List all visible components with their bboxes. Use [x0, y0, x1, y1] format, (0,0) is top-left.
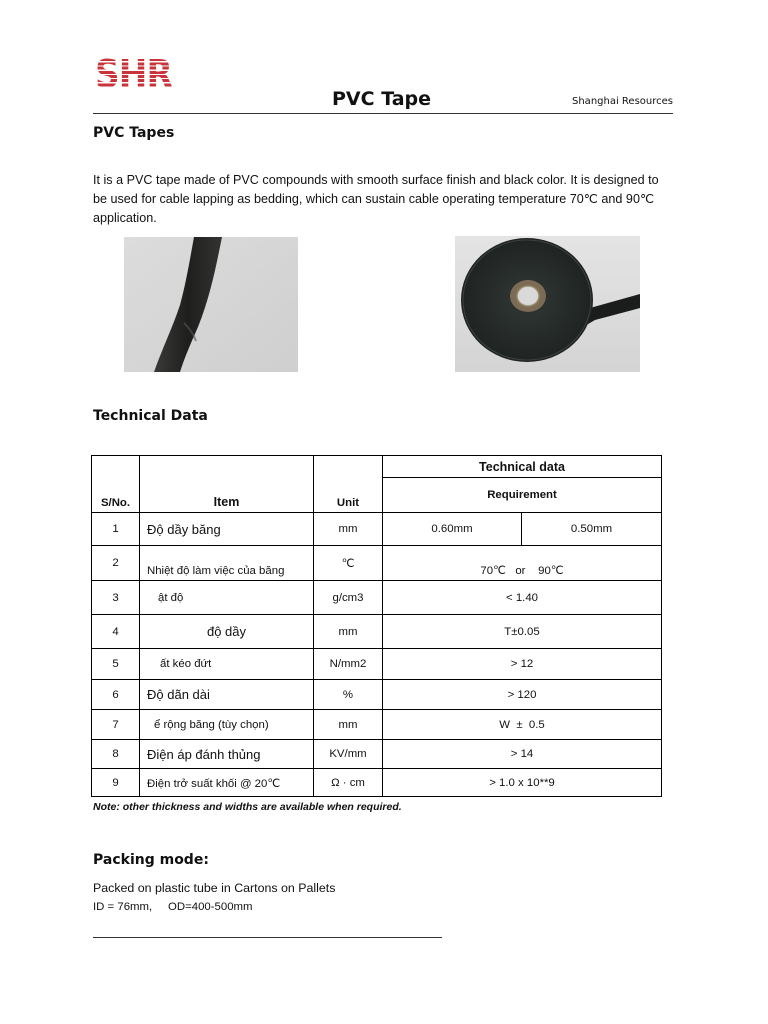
table-row — [92, 680, 662, 710]
table-row — [92, 513, 662, 546]
table-row — [92, 649, 662, 680]
row-unit: mm — [314, 710, 383, 740]
tape-roll-photo — [455, 236, 640, 372]
header-item: Item — [140, 456, 314, 513]
row-item: Độ dầy băng — [140, 513, 314, 546]
row-item: độ dầy — [140, 615, 314, 649]
intro-line: be used for cable lapping as bedding, which can sustain cable operating temperature 70℃ and 90℃ — [93, 192, 655, 206]
row-unit: KV/mm — [314, 740, 383, 769]
table-note: Note: other thickness and widths are available when required. — [93, 801, 402, 813]
table-row — [92, 740, 662, 769]
technical-data-table — [91, 455, 662, 797]
row-sno: 1 — [92, 513, 140, 546]
packing-dimensions: ID = 76mm, OD=400-500mm — [93, 901, 253, 913]
row-sno: 9 — [92, 769, 140, 797]
row-unit: ℃ — [314, 546, 383, 581]
row-item: Điện áp đánh thủng — [140, 740, 314, 769]
footer-divider — [93, 937, 442, 938]
row-requirement: > 1.0 x 10**9 — [383, 769, 662, 797]
table-row — [92, 615, 662, 649]
row-requirement-a: 0.60mm — [383, 513, 522, 546]
document-title: PVC Tape — [332, 88, 432, 110]
row-sno: 5 — [92, 649, 140, 680]
row-sno: 3 — [92, 581, 140, 615]
row-requirement: > 14 — [383, 740, 662, 769]
row-requirement: T±0.05 — [383, 615, 662, 649]
row-item: ể rộng băng (tùy chọn) — [140, 710, 314, 740]
row-unit: mm — [314, 615, 383, 649]
row-unit: Ω · cm — [314, 769, 383, 797]
intro-line: application. — [93, 211, 157, 225]
table-row — [92, 710, 662, 740]
row-sno: 6 — [92, 680, 140, 710]
row-unit: g/cm3 — [314, 581, 383, 615]
row-unit: mm — [314, 513, 383, 546]
row-requirement: < 1.40 — [383, 581, 662, 615]
row-sno: 8 — [92, 740, 140, 769]
row-sno: 4 — [92, 615, 140, 649]
intro-heading: PVC Tapes — [93, 125, 175, 141]
header-technical-data: Technical data — [383, 456, 662, 478]
header-divider — [93, 113, 673, 114]
company-logo: SHR — [95, 52, 172, 96]
technical-heading: Technical Data — [93, 408, 208, 424]
header-unit: Unit — [314, 456, 383, 513]
row-item: Điện trở suất khối @ 20℃ — [140, 769, 314, 797]
packing-line: Packed on plastic tube in Cartons on Pallets — [93, 881, 336, 895]
row-requirement: 70℃ or 90℃ — [383, 546, 662, 581]
intro-paragraph — [93, 171, 678, 228]
row-requirement: W ± 0.5 — [383, 710, 662, 740]
intro-line: It is a PVC tape made of PVC compounds with smooth surface finish and black color. It is designed to — [93, 173, 659, 187]
row-requirement: > 12 — [383, 649, 662, 680]
company-name: Shanghai Resources — [572, 96, 673, 107]
row-item: ất kéo đứt — [140, 649, 314, 680]
table-row — [92, 769, 662, 797]
table-row — [92, 581, 662, 615]
row-unit: % — [314, 680, 383, 710]
packing-heading: Packing mode: — [93, 852, 209, 868]
row-sno: 2 — [92, 546, 140, 581]
row-item: Độ dãn dài — [140, 680, 314, 710]
row-requirement-b: 0.50mm — [522, 513, 662, 546]
tape-strip-photo — [124, 237, 298, 372]
row-item: ật độ — [140, 581, 314, 615]
row-item: Nhiệt độ làm việc của băng — [140, 546, 314, 581]
header-requirement: Requirement — [383, 478, 662, 513]
row-unit: N/mm2 — [314, 649, 383, 680]
table-row — [92, 546, 662, 581]
header-sno: S/No. — [92, 456, 140, 513]
row-requirement: > 120 — [383, 680, 662, 710]
row-sno: 7 — [92, 710, 140, 740]
